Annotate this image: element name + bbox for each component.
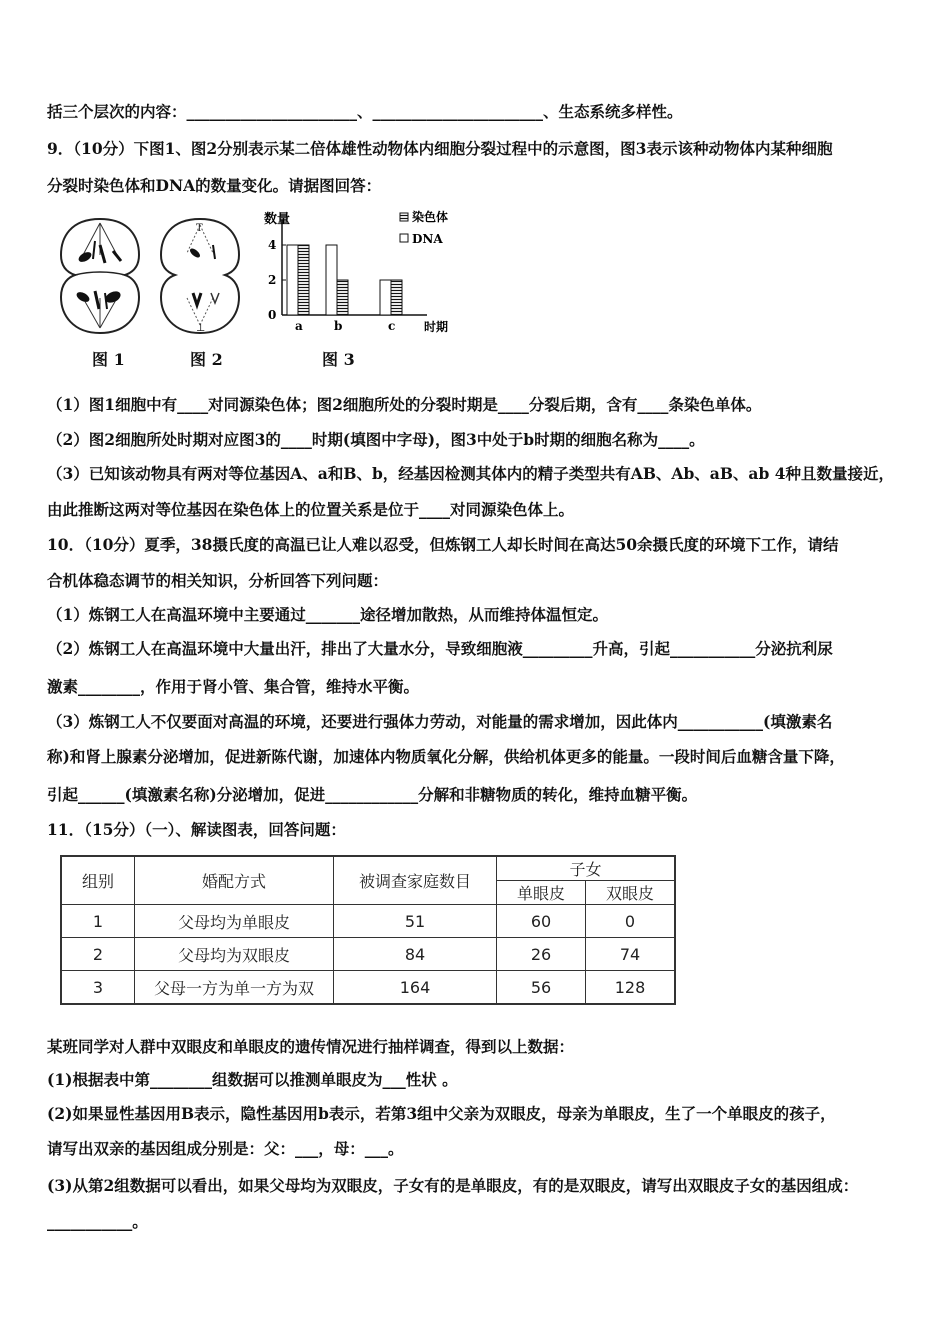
figure-3-chart [262, 205, 462, 335]
cell-double: 74 [586, 938, 676, 971]
text-line: （2）炼钢工人在高温环境中大量出汗，排出了大量水分，导致细胞液_________升高，引起___________分泌抗利尿 [47, 639, 833, 658]
figure-2-label: 图 2 [190, 350, 223, 369]
y-axis-label: 数量 [264, 212, 291, 227]
text-line: （1）图1细胞中有____对同源染色体；图2细胞所处的分裂时期是____分裂后期，含有____条染色单体。 [47, 395, 762, 414]
question-10-title: 10．（10分）夏季，38摄氏度的高温已让人难以忍受，但炼钢工人却长时间在高达50余摄氏度的环境下工作，请结 [47, 535, 839, 554]
text-line: (1)根据表中第________组数据可以推测单眼皮为___性状 。 [47, 1070, 458, 1089]
bar-dna [326, 245, 337, 315]
text-line: （3）已知该动物具有两对等位基因A、a和B、b，经基因检测其体内的精子类型共有AB、Ab、aB、ab 4种且数量接近， [47, 464, 894, 483]
header-double: 双眼皮 [586, 881, 676, 905]
legend-chromosome: 染色体 [412, 210, 449, 224]
legend-dna: DNA [412, 232, 443, 246]
cell-double: 128 [586, 971, 676, 1005]
cell-group: 1 [61, 905, 135, 938]
cell-single: 26 [497, 938, 586, 971]
figure-3-label: 图 3 [322, 350, 355, 369]
text-line: ___________。 [47, 1212, 148, 1231]
text-line: (2)如果显性基因用B表示，隐性基因用b表示，若第3组中父亲为双眼皮，母亲为单眼皮，生了一个单眼皮的孩子， [47, 1104, 836, 1123]
text-line: 称)和肾上腺素分泌增加，促进新陈代谢，加速体内物质氧化分解，供给机体更多的能量。一段时间后血糖含量下降， [47, 747, 845, 766]
text-line: 引起______(填激素名称)分泌增加，促进____________分解和非糖物质的转化，维持血糖平衡。 [47, 785, 698, 804]
figure-2-cell [155, 213, 245, 338]
text-line: （2）图2细胞所处时期对应图3的____时期(填图中字母)，图3中处于b时期的细胞名称为____。 [47, 430, 705, 449]
x-tick-label: a [295, 319, 303, 333]
svg-text:⊥: ⊥ [196, 323, 206, 334]
legend-swatch-chromosome [400, 213, 408, 221]
table-row [61, 938, 675, 971]
cell-families: 84 [334, 938, 497, 971]
text-line: 分裂时染色体和DNA的数量变化。请据图回答： [47, 176, 382, 195]
cell-families: 164 [334, 971, 497, 1005]
text-line: 某班同学对人群中双眼皮和单眼皮的遗传情况进行抽样调查，得到以上数据： [47, 1037, 575, 1056]
y-tick-label: 0 [268, 308, 277, 322]
table-row [61, 905, 675, 938]
cell-single: 60 [497, 905, 586, 938]
question-9-title: 9．（10分）下图1、图2分别表示某二倍体雄性动物体内细胞分裂过程中的示意图，图3表示该种动物体内某种细胞 [47, 139, 833, 158]
cell-single: 56 [497, 971, 586, 1005]
legend-swatch-dna [400, 234, 408, 242]
cell-double: 0 [586, 905, 676, 938]
bar-chromosome [391, 280, 402, 315]
cell-mating: 父母一方为单一方为双 [135, 971, 334, 1005]
header-families: 被调查家庭数目 [334, 856, 497, 905]
text-line: （3）炼钢工人不仅要面对高温的环境，还要进行强体力劳动，对能量的需求增加，因此体内___________(填激素名 [47, 712, 833, 731]
cell-mating: 父母均为单眼皮 [135, 905, 334, 938]
survey-table [60, 855, 676, 1005]
text-line: 激素________，作用于肾小管、集合管，维持水平衡。 [47, 677, 420, 696]
text-line: （1）炼钢工人在高温环境中主要通过_______途径增加散热，从而维持体温恒定。 [47, 605, 609, 624]
y-tick-label: 2 [268, 273, 277, 287]
figure-1-label: 图 1 [92, 350, 125, 369]
cell-group: 3 [61, 971, 135, 1005]
header-single: 单眼皮 [497, 881, 586, 905]
x-tick-label: c [388, 319, 396, 333]
text-line: 括三个层次的内容：______________________、______________________、生态系统多样性。 [47, 102, 683, 121]
figure-1-cell [55, 213, 145, 338]
text-line: 由此推断这两对等位基因在染色体上的位置关系是位于____对同源染色体上。 [47, 500, 575, 519]
header-children: 子女 [497, 856, 676, 881]
svg-text:T: T [196, 223, 203, 234]
question-11-title: 11．（15分）（一）、解读图表，回答问题： [47, 820, 346, 839]
x-axis-label: 时期 [424, 320, 449, 334]
cell-mating: 父母均为双眼皮 [135, 938, 334, 971]
bar-chromosome [298, 245, 309, 315]
bar-dna [287, 245, 298, 315]
cell-group: 2 [61, 938, 135, 971]
y-tick-label: 4 [268, 238, 277, 252]
header-group: 组别 [61, 856, 135, 905]
bar-chromosome [337, 280, 348, 315]
text-line: 请写出双亲的基因组成分别是：父：___，母：___。 [47, 1139, 404, 1158]
header-mating: 婚配方式 [135, 856, 334, 905]
cell-families: 51 [334, 905, 497, 938]
text-line: 合机体稳态调节的相关知识，分析回答下列问题： [47, 571, 389, 590]
text-line: (3)从第2组数据可以看出，如果父母均为双眼皮，子女有的是单眼皮，有的是双眼皮，请写出双眼皮子女的基因组成： [47, 1176, 859, 1195]
bar-dna [380, 280, 391, 315]
table-row [61, 971, 675, 1005]
x-tick-label: b [334, 319, 343, 333]
